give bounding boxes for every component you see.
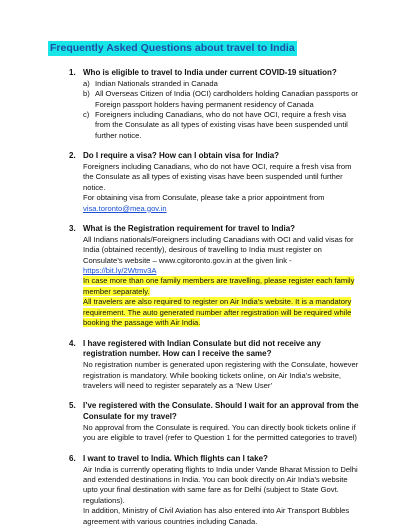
list-item-text: Foreigners including Canadians, who do not have OCI, require a fresh visa from the Consulate as all types of existing visas have been suspended until further notice. xyxy=(95,110,348,140)
highlighted-note: All travelers are also required to register on Air India’s website. It is a mandatory requirement. The auto generated number after registration will be required while booking the passage with Air India. xyxy=(83,297,352,328)
answer-paragraph xyxy=(69,235,362,297)
list-item-text: All Overseas Citizen of India (OCI) cardholders holding Canadian passports or Foreign passport holders having permanent residency of Canada xyxy=(95,89,358,109)
faq-item-3 xyxy=(48,224,362,328)
question-number: 3. xyxy=(69,224,76,234)
question-number: 5. xyxy=(69,401,76,411)
answer-paragraph xyxy=(69,193,362,214)
question-number: 1. xyxy=(69,68,76,77)
question-text: What is the Registration requirement for travel to India? xyxy=(83,224,296,234)
page-title: Frequently Asked Questions about travel to India xyxy=(50,42,295,54)
answer-paragraph: Foreigners including Canadians, who do not have OCI, require a fresh visa from the Consulate as all types of existing visas have been suspended until further notice. xyxy=(83,162,352,192)
faq-item-4 xyxy=(48,339,362,392)
faq-list xyxy=(48,68,362,527)
question-number: 2. xyxy=(69,151,76,161)
answer-paragraph: In addition, Ministry of Civil Aviation has also entered into Air Transport Bubbles agreement with various countries including Canada. xyxy=(83,506,350,526)
answer-paragraph: No registration number is generated upon registering with the Consulate, however registration is mandatory. While booking tickets online, on Air India’s website, travelers will need to register separately as a ‘New User’ xyxy=(83,360,359,390)
faq-item-2 xyxy=(48,151,362,214)
question-text: I’ve registered with the Consulate. Should I wait for an approval from the Consulate for my travel? xyxy=(83,401,359,422)
answer-text: For obtaining visa from Consulate, please take a prior appointment from xyxy=(83,193,325,203)
answer-paragraph xyxy=(69,297,362,328)
question-number: 6. xyxy=(69,453,76,463)
list-item xyxy=(83,79,362,89)
list-marker: a) xyxy=(83,78,90,88)
faq-item-6 xyxy=(48,454,362,527)
answer xyxy=(69,79,362,141)
list-marker: b) xyxy=(83,89,90,99)
answer-text: All Indians nationals/Foreigners including Canadians with OCI and valid visas for India (obtained recently), desirous of travelling to India must register on Consulate’s website – www.cgitoronto.gov.in at the given link - xyxy=(83,234,354,265)
faq-item-5 xyxy=(48,401,362,443)
email-link[interactable]: visa.toronto@mea.gov.in xyxy=(83,203,167,213)
question-text: Do I require a visa? How can I obtain visa for India? xyxy=(83,151,280,161)
question-text: I have registered with Indian Consulate but did not receive any registration number. How can I receive the same? xyxy=(83,338,321,359)
faq-item-1 xyxy=(48,68,362,141)
list-item xyxy=(83,89,362,110)
question-text: I want to travel to India. Which flights can I take? xyxy=(83,453,268,463)
list-item xyxy=(83,110,362,141)
registration-link[interactable]: https://bit.ly/2Wtmv3A xyxy=(83,266,157,276)
question-number: 4. xyxy=(69,338,76,348)
answer-paragraph: No approval from the Consulate is required. You can directly book tickets online if you are eligible to travel (refer to Question 1 for the permitted categories to travel) xyxy=(83,422,357,443)
highlighted-note: In case more than one family members are travelling, please register each family member separately. xyxy=(83,276,355,296)
list-item-text: Indian Nationals stranded in Canada xyxy=(95,78,218,88)
list-marker: c) xyxy=(83,110,90,120)
answer-paragraph: Air India is currently operating flights to India under Vande Bharat Mission to Delhi and extended destinations in India. You can book directly on Air India’s website upto your final destination with same fare as for Delhi (subject to State Govt. regulations). xyxy=(83,464,358,505)
question-text: Who is eligible to travel to India under current COVID-19 situation? xyxy=(83,68,337,77)
